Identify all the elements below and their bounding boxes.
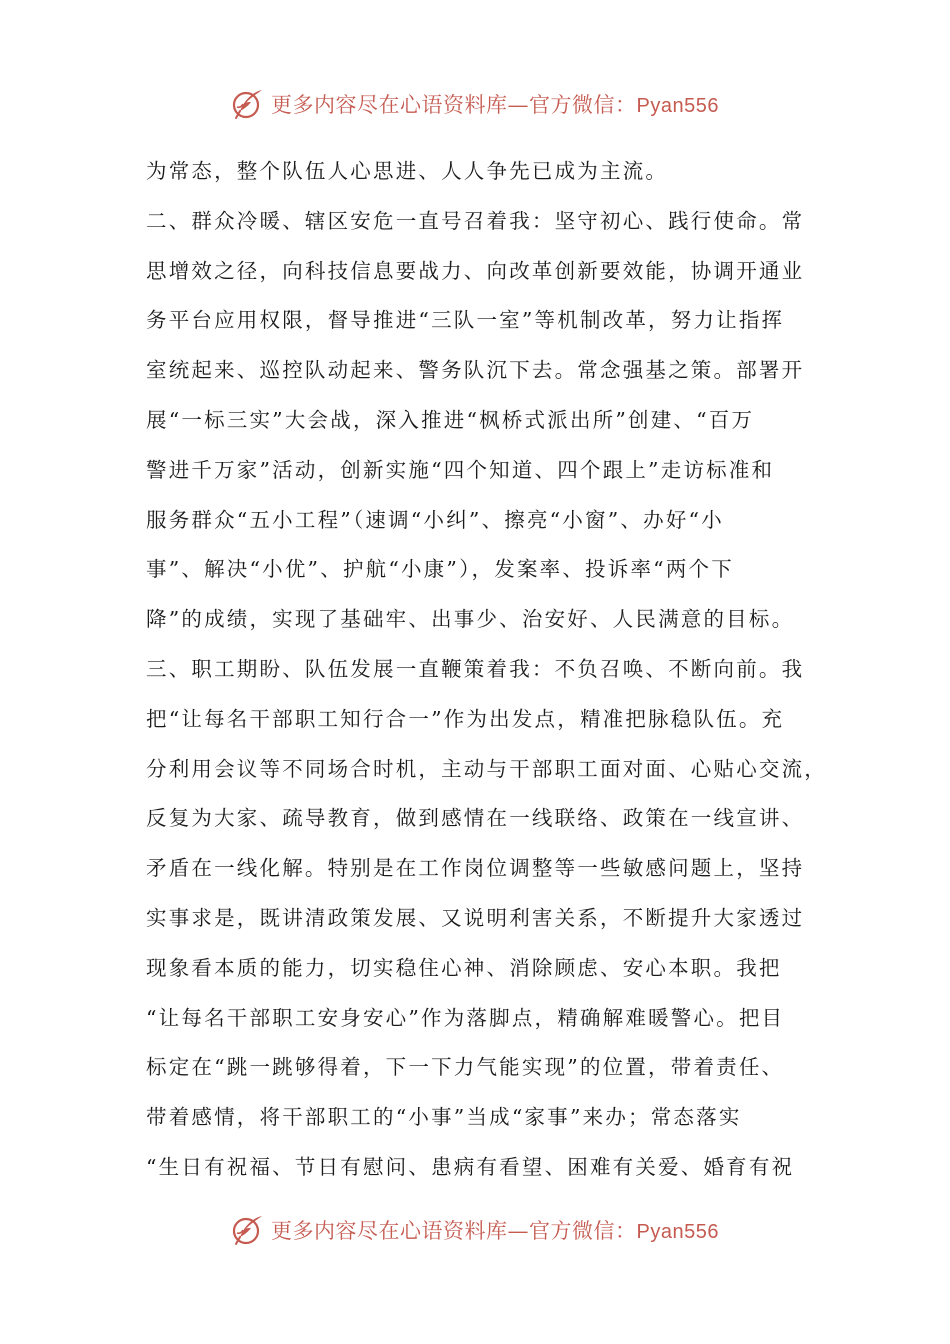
body-line: 降”的成绩，实现了基础牢、出事少、治安好、人民满意的目标。 <box>146 607 795 632</box>
body-line: 为常态，整个队伍人心思进、人人争先已成为主流。 <box>146 159 669 183</box>
body-line: “让每名干部职工安身安心”作为落脚点，精确解难暖警心。把目 <box>146 1005 785 1030</box>
body-line: 二、群众冷暖、辖区安危一直号召着我：坚守初心、践行使命。常 <box>146 208 805 233</box>
feather-quill-logo-icon <box>231 87 265 121</box>
body-line: 室统起来、巡控队动起来、警务队沉下去。常念强基之策。部署开 <box>146 358 805 383</box>
body-line: 思增效之径，向科技信息要战力、向改革创新要效能，协调开通业 <box>146 258 805 283</box>
body-line: 服务群众“五小工程”（速调“小纠”、擦亮“小窗”、办好“小 <box>146 507 724 532</box>
body-line: 警进千万家”活动，创新实施“四个知道、四个跟上”走访标准和 <box>146 457 775 482</box>
feather-quill-logo-icon <box>231 1213 265 1247</box>
body-line: “生日有祝福、节日有慰问、患病有看望、困难有关爱、婚育有祝 <box>146 1154 795 1179</box>
body-line: 把“让每名干部职工知行合一”作为出发点，精准把脉稳队伍。充 <box>146 706 785 731</box>
footer-banner <box>0 1212 950 1248</box>
body-line: 实事求是，既讲清政策发展、又说明利害关系，不断提升大家透过 <box>146 905 805 930</box>
body-line: 反复为大家、疏导教育，做到感情在一线联络、政策在一线宣讲、 <box>146 806 805 831</box>
body-line: 展“一标三实”大会战，深入推进“枫桥式派出所”创建、“百万 <box>146 407 755 432</box>
footer-contact-id: Pyan556 <box>636 1221 719 1243</box>
body-line: 分利用会议等不同场合时机，主动与干部职工面对面、心贴心交流， <box>146 756 827 781</box>
body-line: 务平台应用权限，督导推进“三队一室”等机制改革，努力让指挥 <box>146 308 785 333</box>
footer-banner-text: 更多内容尽在心语资料库—官方微信：Pyan556 <box>271 1219 719 1243</box>
header-banner <box>0 86 950 122</box>
body-line: 带着感情，将干部职工的“小事”当成“家事”来办；常态落实 <box>146 1105 742 1130</box>
header-banner-text: 更多内容尽在心语资料库—官方微信：Pyan556 <box>271 93 719 117</box>
body-line: 现象看本质的能力，切实稳住心神、消除顾虑、安心本职。我把 <box>146 955 782 980</box>
body-line: 事”、解决“小优”、护航“小康”），发案率、投诉率“两个下 <box>146 557 734 582</box>
body-line: 矛盾在一线化解。特别是在工作岗位调整等一些敏感问题上，坚持 <box>146 856 805 881</box>
document-body <box>146 147 827 1193</box>
body-line: 标定在“跳一跳够得着，下一下力气能实现”的位置，带着责任、 <box>146 1055 785 1080</box>
body-line: 三、职工期盼、队伍发展一直鞭策着我：不负召唤、不断向前。我 <box>146 656 805 681</box>
header-contact-id: Pyan556 <box>636 95 719 117</box>
